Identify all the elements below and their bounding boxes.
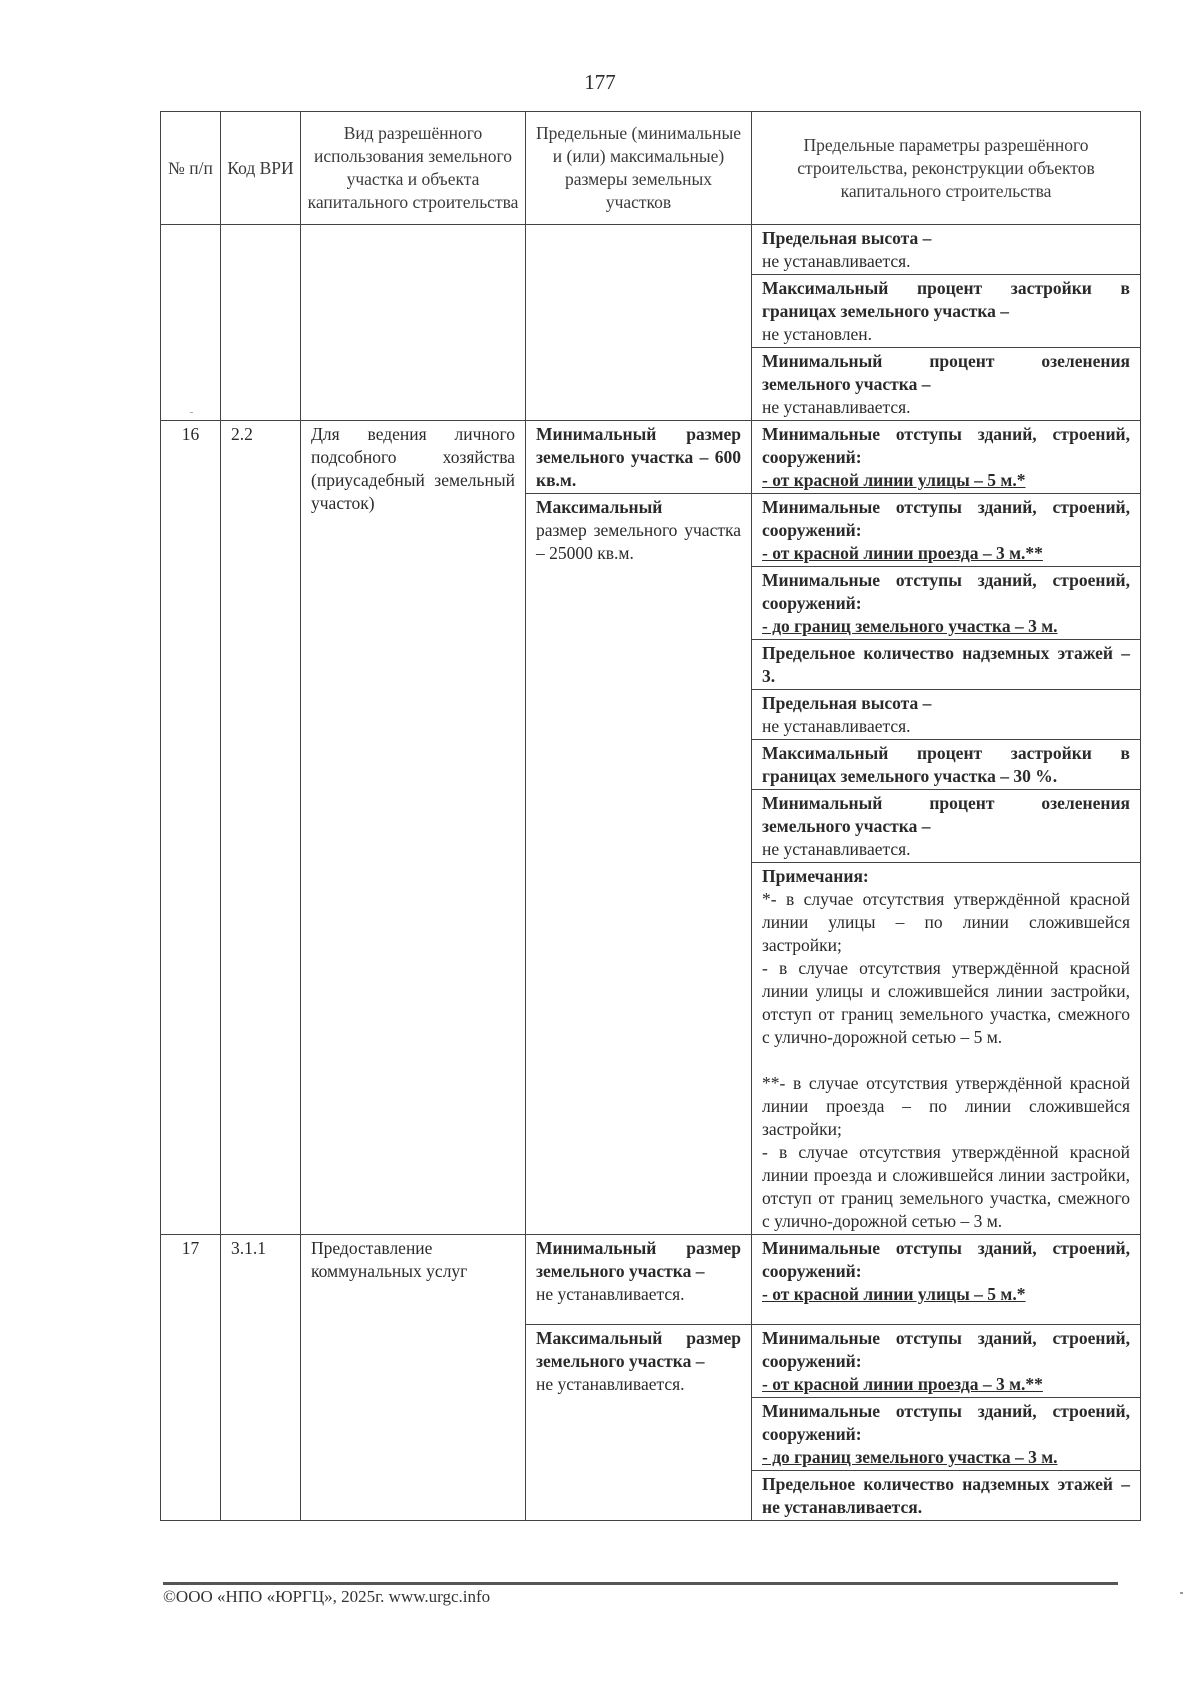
row17-min-size-value: не устанавливается. [536,1284,685,1304]
row17-use: Предоставление коммунальных услуг [301,1235,526,1521]
row16-notes-title: Примечания: [762,866,869,886]
cont-build-pct-label: Максимальный процент застройки в границах земельного участка – [762,278,1130,321]
row16-green-label: Минимальный процент озеленения земельного участка – [762,793,1130,836]
row16-use: Для ведения личного подсобного хозяйства (приусадебный земельный участок) [301,421,526,1235]
row16-note: **- в случае отсутствия утверждённой красной линии проезда – по линии сложившейся застройки; [762,1073,1130,1139]
row17-min-size-label: Минимальный размер земельного участка – [536,1238,741,1281]
row17-code: 3.1.1 [221,1235,301,1521]
cont-height-label: Предельная высота – [762,228,932,248]
cont-code [221,225,301,421]
table-header-row [161,112,1141,225]
row16-indent-passage: - от красной линии проезда – 3 м.** [762,543,1043,563]
row16-height-cell [752,690,1141,740]
row17-indent-head: Минимальные отступы зданий, строений, сооружений: [762,1238,1130,1281]
row16-max-size-cell [526,494,752,1235]
row16-green-cell [752,790,1141,863]
row17-indent-street: - от красной линии улицы – 5 м.* [762,1284,1026,1304]
table-row [161,1235,1141,1325]
row17-floors-cell [752,1471,1141,1521]
row17-indent-head: Минимальные отступы зданий, строений, сооружений: [762,1328,1130,1371]
cont-use [301,225,526,421]
row16-max-size-value: размер земельного участка – 25000 кв.м. [536,520,741,563]
row16-notes-cell [752,863,1141,1235]
cont-size [526,225,752,421]
cont-height-value: не устанавливается. [762,251,911,271]
row16-min-size: Минимальный размер земельного участка – 600 кв.м. [526,421,752,494]
row16-note: *- в случае отсутствия утверждённой красной линии улицы – по линии сложившейся застройки; [762,889,1130,955]
scan-dot [190,412,193,413]
row17-indent-passage-cell [752,1325,1141,1398]
row17-indent-head: Минимальные отступы зданий, строений, сооружений: [762,1401,1130,1444]
row16-note: - в случае отсутствия утверждённой красной линии проезда и сложившейся линии застройки, отступ от границ земельного участка, смежного с улично-дорожной сетью – 3 м. [762,1142,1130,1231]
row17-indent-boundary: - до границ земельного участка – 3 м. [762,1447,1058,1467]
cont-height-cell [752,225,1141,275]
table-row [161,225,1141,275]
row17-min-size-cell [526,1235,752,1325]
cont-build-pct-cell [752,275,1141,348]
cont-num [161,225,221,421]
row16-indent-head: Минимальные отступы зданий, строений, сооружений: [762,424,1130,467]
row16-height-label: Предельная высота – [762,693,932,713]
row16-indent-street: - от красной линии улицы – 5 м.* [762,470,1026,490]
header-params: Предельные параметры разрешённого строительства, реконструкции объектов капитального строительства [752,112,1141,225]
cont-green-cell [752,348,1141,421]
footer-copyright: ©ООО «НПО «ЮРГЦ», 2025г. www.urgc.info [163,1587,491,1606]
row17-indent-street-cell [752,1235,1141,1325]
header-code: Код ВРИ [221,112,301,225]
row16-code: 2.2 [221,421,301,1235]
header-num: № п/п [161,112,221,225]
row16-num: 16 [161,421,221,1235]
row16-note: - в случае отсутствия утверждённой красной линии улицы и сложившейся линии застройки, отступ от границ земельного участка, смежного с улично-дорожной сетью – 5 м. [762,958,1130,1047]
header-size: Предельные (минимальные и (или) максимальные) размеры земельных участков [526,112,752,225]
row17-floors-value: – не устанавливается. [762,1474,1131,1517]
row16-floors: Предельное количество надземных этажей – 3. [752,640,1141,690]
row16-indent-street-cell [752,421,1141,494]
row16-max-size-label: Максимальный [536,497,663,517]
regulations-table [160,111,1141,1521]
table-row [161,421,1141,494]
row17-floors-label: Предельное количество надземных этажей [762,1474,1114,1494]
row16-indent-boundary: - до границ земельного участка – 3 м. [762,616,1058,636]
row17-max-size-label: Максимальный размер земельного участка – [536,1328,741,1371]
row16-indent-boundary-cell [752,567,1141,640]
row17-max-size-cell [526,1325,752,1521]
cont-green-label: Минимальный процент озеленения земельного участка – [762,351,1130,394]
row17-indent-passage: - от красной линии проезда – 3 м.** [762,1374,1043,1394]
row16-indent-head: Минимальные отступы зданий, строений, сооружений: [762,570,1130,613]
row16-height-value: не устанавливается. [762,716,911,736]
page-number: 177 [584,70,616,94]
footer-rule [163,1582,1118,1585]
row17-max-size-value: не устанавливается. [536,1374,685,1394]
row17-num: 17 [161,1235,221,1521]
row16-build-pct: Максимальный процент застройки в границах земельного участка – 30 %. [752,740,1141,790]
row16-indent-head: Минимальные отступы зданий, строений, сооружений: [762,497,1130,540]
row16-indent-passage-cell [752,494,1141,567]
header-use: Вид разрешённого использования земельного участка и объекта капитального строительства [301,112,526,225]
cont-build-pct-value: не установлен. [762,324,873,344]
row16-green-value: не устанавливается. [762,839,911,859]
scan-mark [1180,1592,1183,1594]
row17-indent-boundary-cell [752,1398,1141,1471]
cont-green-value: не устанавливается. [762,397,911,417]
